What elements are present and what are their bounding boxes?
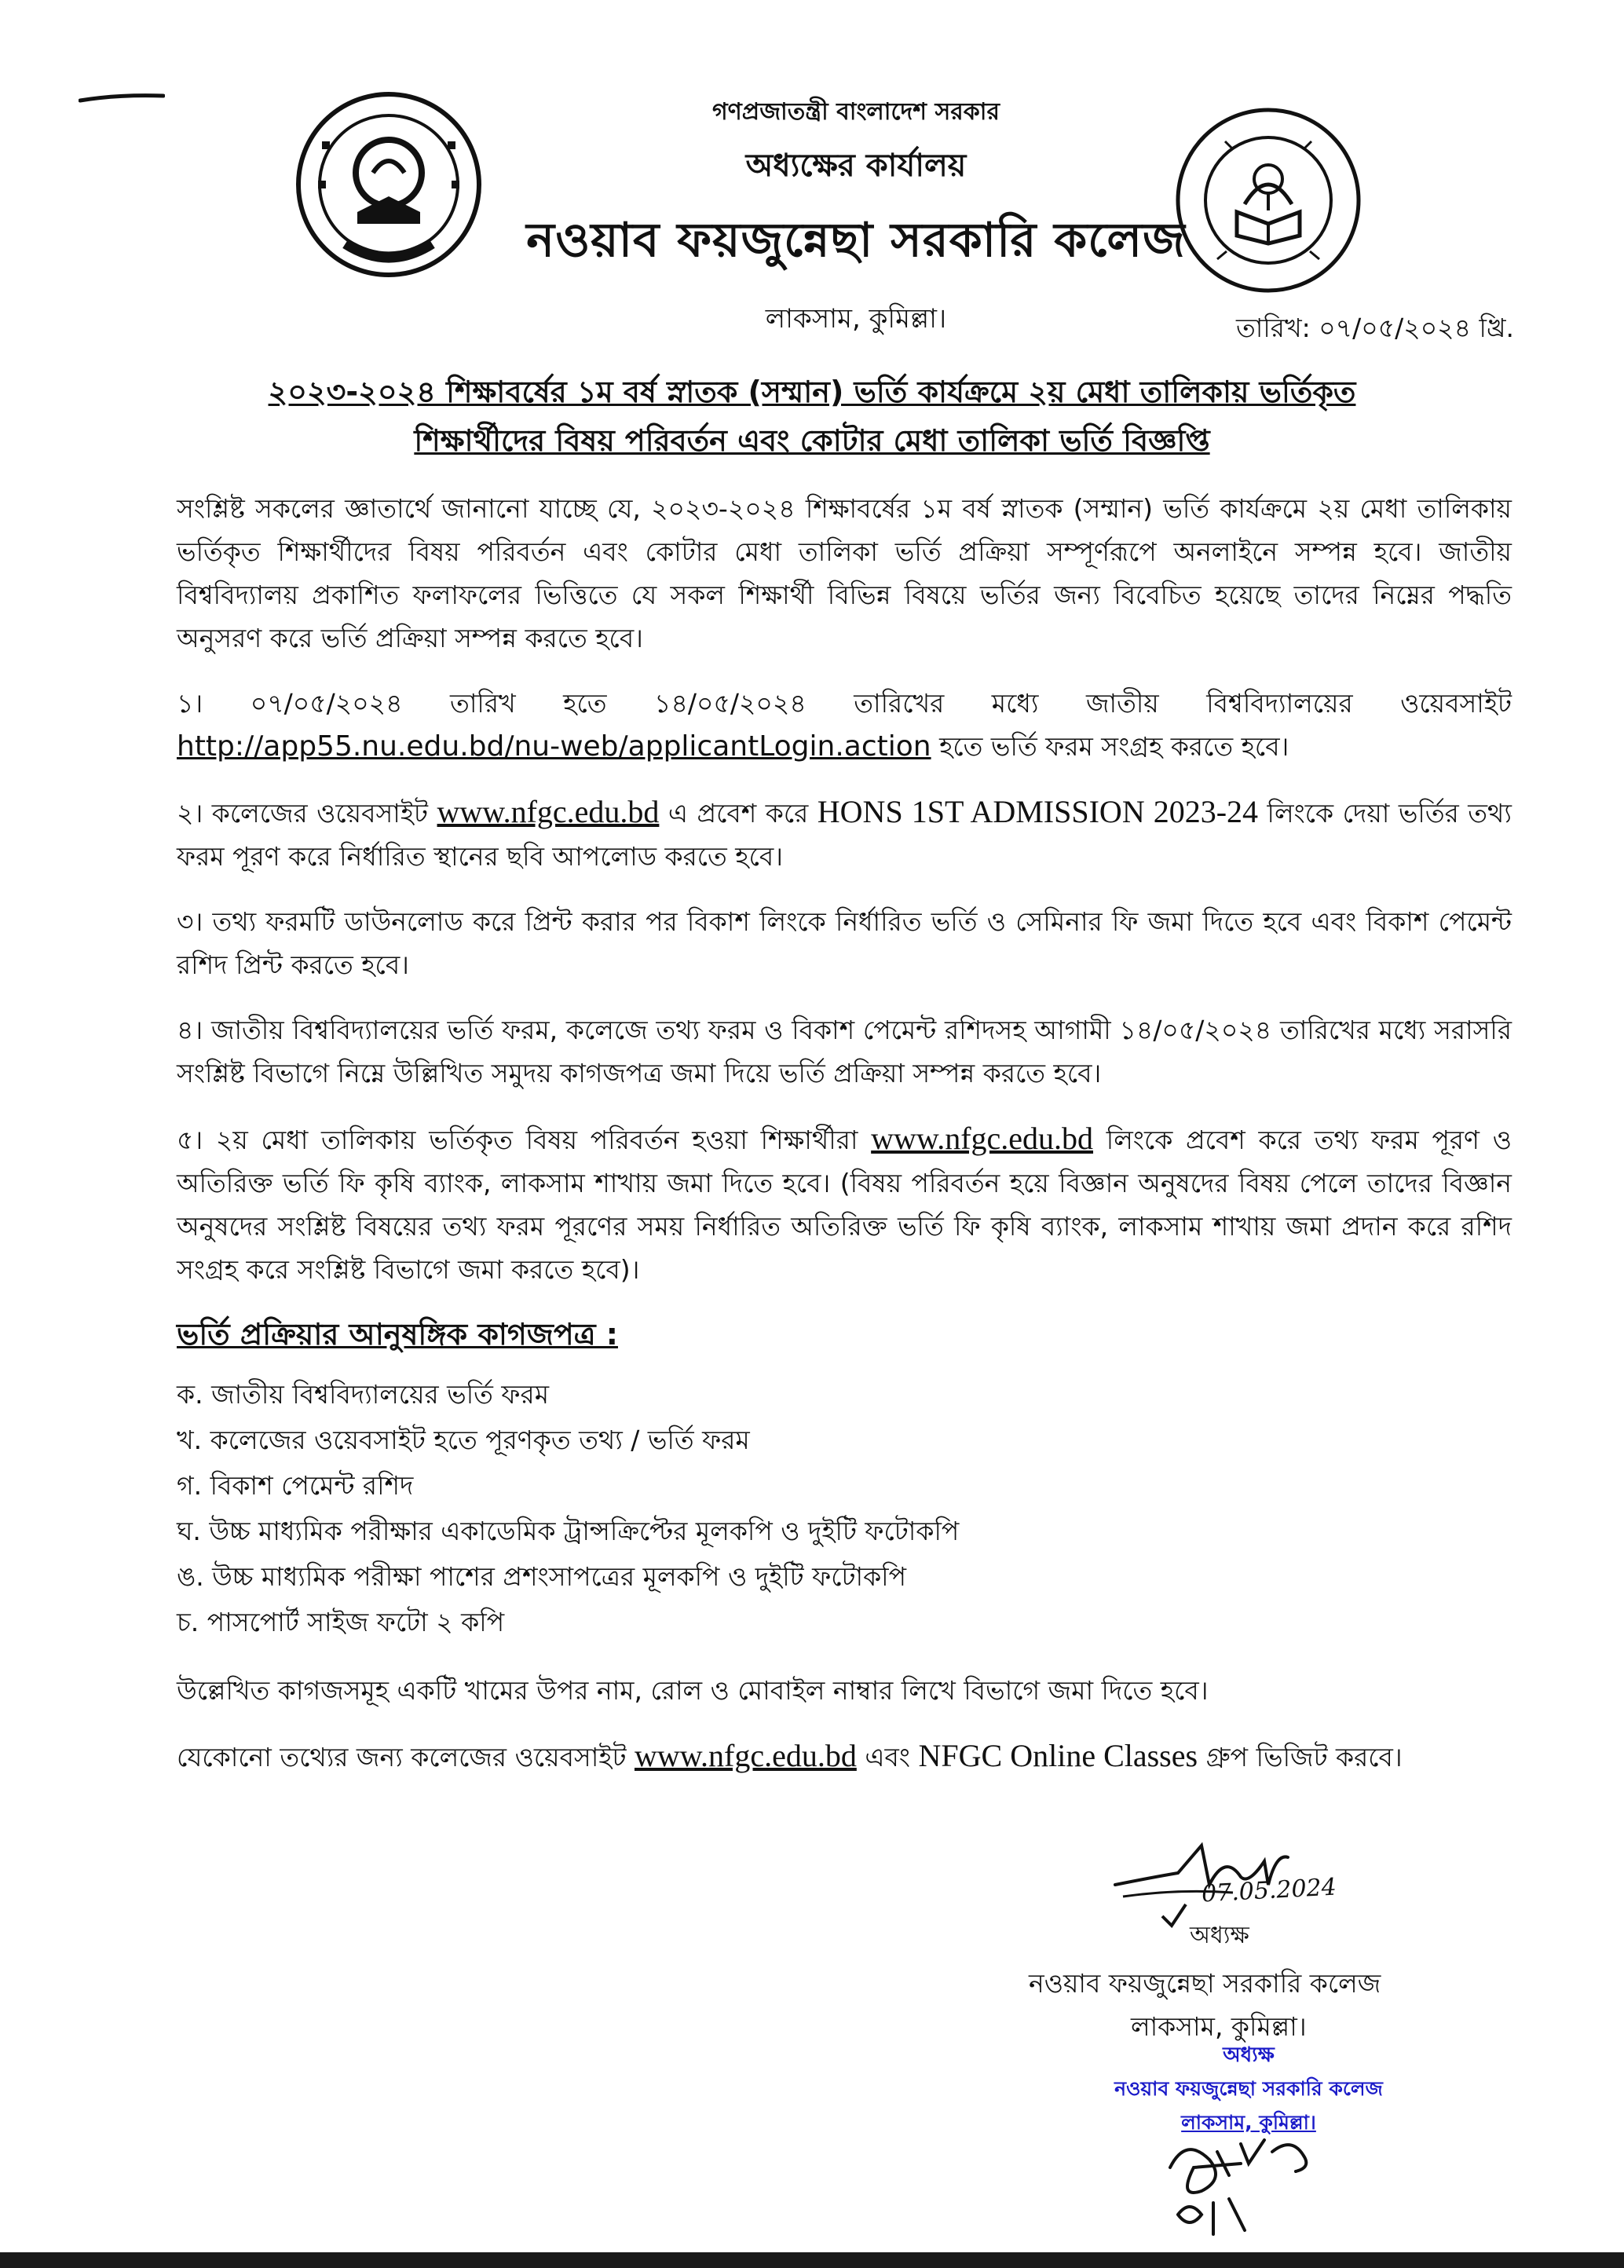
step-3: ৩। তথ্য ফরমটি ডাউনলোড করে প্রিন্ট করার পর বিকাশ লিংকে নির্ধারিত ভর্তি ও সেমিনার ফি জমা দিতে হবে এবং বিকাশ পেমেন্ট রশিদ প্রিন্ট করতে হবে।	[177, 906, 1512, 980]
document-item: গ. বিকাশ পেমেন্ট রশিদ	[177, 1470, 414, 1501]
signatory-address: লাকসাম, কুমিল্লা।	[1131, 2011, 1307, 2042]
stamp-college: নওয়াব ফয়জুন্নেছা সরকারি কলেজ	[1114, 2077, 1383, 2100]
handwritten-initial-date	[1154, 2120, 1359, 2246]
signatory-title: অধ্যক্ষ	[1190, 1922, 1249, 1949]
stamp-address: লাকসাম, কুমিল্লা।	[1181, 2111, 1316, 2134]
step-2-text-end: লিংকে দেয়া ভর্তির তথ্য ফরম পূরণ করে নির্ধারিত স্থানের ছবি আপলোড করতে হবে।	[177, 798, 1512, 872]
step-2-text: ২। কলেজের ওয়েবসাইট	[177, 798, 437, 829]
scan-edge-bar	[0, 2252, 1624, 2268]
document-item: ক. জাতীয় বিশ্ববিদ্যালয়ের ভর্তি ফরম	[177, 1379, 550, 1410]
step-1	[177, 682, 1512, 768]
hons-admission-label: HONS 1ST ADMISSION 2023-24	[817, 794, 1259, 829]
step-5-text: ৫। ২য় মেধা তালিকায় ভর্তিকৃত বিষয় পরিবর্তন হওয়া শিক্ষার্থীরা	[177, 1125, 872, 1155]
government-emblem-seal	[291, 86, 487, 283]
document-item: ঙ. উচ্চ মাধ্যমিক পরীক্ষা পাশের প্রশংসাপত্রের মূলকপি ও দুইটি ফটোকপি	[177, 1561, 906, 1592]
nu-applicant-link[interactable]: http://app55.nu.edu.bd/nu-web/applicantLogin.action	[177, 730, 931, 763]
office-name: অধ্যক্ষের কার্যালয়	[745, 148, 967, 184]
notice-body	[177, 487, 1512, 1801]
facebook-group-name: NFGC Online Classes	[918, 1738, 1198, 1773]
contact-paragraph	[177, 1734, 1512, 1779]
notice-title	[126, 368, 1498, 465]
contact-text-mid: এবং	[856, 1742, 919, 1772]
college-website-link-2[interactable]: www.nfgc.edu.bd	[871, 1121, 1094, 1156]
letterhead	[503, 93, 1209, 343]
notice-date: তারিখ: ০৭/০৫/২০২৪ খ্রি.	[1236, 313, 1514, 343]
contact-website-link[interactable]: www.nfgc.edu.bd	[634, 1738, 857, 1773]
intro-paragraph: সংশ্লিষ্ট সকলের জ্ঞাতার্থে জানানো যাচ্ছে যে, ২০২৩-২০২৪ শিক্ষাবর্ষের ১ম বর্ষ স্নাতক (সম্মান) ভর্তি কার্যক্রমে ২য় মেধা তালিকায় ভর্তিকৃত শিক্ষার্থীদের বিষয় পরিবর্তন এবং কোটার মেধা তালিকা ভর্তি প্রক্রিয়া সম্পূর্ণরূপে অনলাইনে সম্পন্ন হবে। জাতীয় বিশ্ববিদ্যালয় প্রকাশিত ফলাফলের ভিত্তিতে যে সকল শিক্ষার্থী বিভিন্ন বিষয়ে ভর্তির জন্য বিবেচিত হয়েছে তাদের নিম্নের পদ্ধতি অনুসরণ করে ভর্তি প্রক্রিয়া সম্পন্ন করতে হবে।	[177, 493, 1512, 653]
stamp-title: অধ্যক্ষ	[1223, 2043, 1275, 2067]
closing-instruction: উল্লেখিত কাগজসমূহ একটি খামের উপর নাম, রোল ও মোবাইল নাম্বার লিখে বিভাগে জমা দিতে হবে।	[177, 1675, 1209, 1706]
book-emblem-seal	[1170, 102, 1366, 298]
signature-date: 07.05.2024	[1201, 1873, 1337, 1908]
college-website-link[interactable]: www.nfgc.edu.bd	[437, 794, 660, 829]
documents-heading: ভর্তি প্রক্রিয়ার আনুষঙ্গিক কাগজপত্র :	[177, 1317, 618, 1352]
college-address: লাকসাম, কুমিল্লা।	[765, 303, 947, 335]
document-item: চ. পাসপোর্ট সাইজ ফটো ২ কপি	[177, 1607, 505, 1637]
title-line-1: ২০২৩-২০২৪ শিক্ষাবর্ষের ১ম বর্ষ স্নাতক (সম্মান) ভর্তি কার্যক্রমে ২য় মেধা তালিকায় ভর্তিকৃত	[268, 375, 1356, 409]
document-item: খ. কলেজের ওয়েবসাইট হতে পূরণকৃত তথ্য / ভর্তি ফরম	[177, 1425, 750, 1455]
signatory-college: নওয়াব ফয়জুন্নেছা সরকারি কলেজ	[1029, 1968, 1381, 1999]
college-name: নওয়াব ফয়জুন্নেছা সরকারি কলেজ	[526, 213, 1186, 268]
contact-text: যেকোনো তথ্যের জন্য কলেজের ওয়েবসাইট	[177, 1742, 635, 1772]
contact-text-end: গ্রুপ ভিজিট করবে।	[1198, 1742, 1403, 1772]
government-name: গণপ্রজাতন্ত্রী বাংলাদেশ সরকার	[712, 98, 1000, 126]
step-2	[177, 790, 1512, 878]
step-1-text: ১। ০৭/০৫/২০২৪ তারিখ হতে ১৪/০৫/২০২৪ তারিখের মধ্যে জাতীয় বিশ্ববিদ্যালয়ের ওয়েবসাইট	[177, 688, 1512, 719]
step-1-text-end: হতে ভর্তি ফরম সংগ্রহ করতে হবে।	[931, 731, 1289, 762]
documents-list	[177, 1372, 1512, 1645]
step-5-text-end: লিংকে প্রবেশ করে তথ্য ফরম পূরণ ও অতিরিক্ত ভর্তি ফি কৃষি ব্যাংক, লাকসাম শাখায় জমা দিতে হবে। (বিষয় পরিবর্তন হয়ে বিজ্ঞান অনুষদের বিষয় পেলে তাদের বিজ্ঞান অনুষদের সংশ্লিষ্ট বিষয়ের তথ্য ফরম পূরণের সময় নির্ধারিত অতিরিক্ত ভর্তি ফি কৃষি ব্যাংক, লাকসাম শাখায় জমা প্রদান করে রশিদ সংগ্রহ করে সংশ্লিষ্ট বিভাগে জমা করতে হবে)।	[177, 1125, 1512, 1285]
document-item: ঘ. উচ্চ মাধ্যমিক পরীক্ষার একাডেমিক ট্রান্সক্রিপ্টের মূলকপি ও দুইটি ফটোকপি	[177, 1516, 960, 1546]
step-5	[177, 1117, 1512, 1291]
pen-stroke-mark	[79, 93, 165, 104]
step-2-text-mid: এ প্রবেশ করে	[659, 798, 817, 829]
title-line-2: শিক্ষার্থীদের বিষয় পরিবর্তন এবং কোটার মেধা তালিকা ভর্তি বিজ্ঞপ্তি	[414, 423, 1210, 458]
step-4: ৪। জাতীয় বিশ্ববিদ্যালয়ের ভর্তি ফরম, কলেজে তথ্য ফরম ও বিকাশ পেমেন্ট রশিদসহ আগামী ১৪/০৫/২০২৪ তারিখের মধ্যে সরাসরি সংশ্লিষ্ট বিভাগে নিম্নে উল্লিখিত সমুদয় কাগজপত্র জমা দিয়ে ভর্তি প্রক্রিয়া সম্পন্ন করতে হবে।	[177, 1015, 1512, 1088]
